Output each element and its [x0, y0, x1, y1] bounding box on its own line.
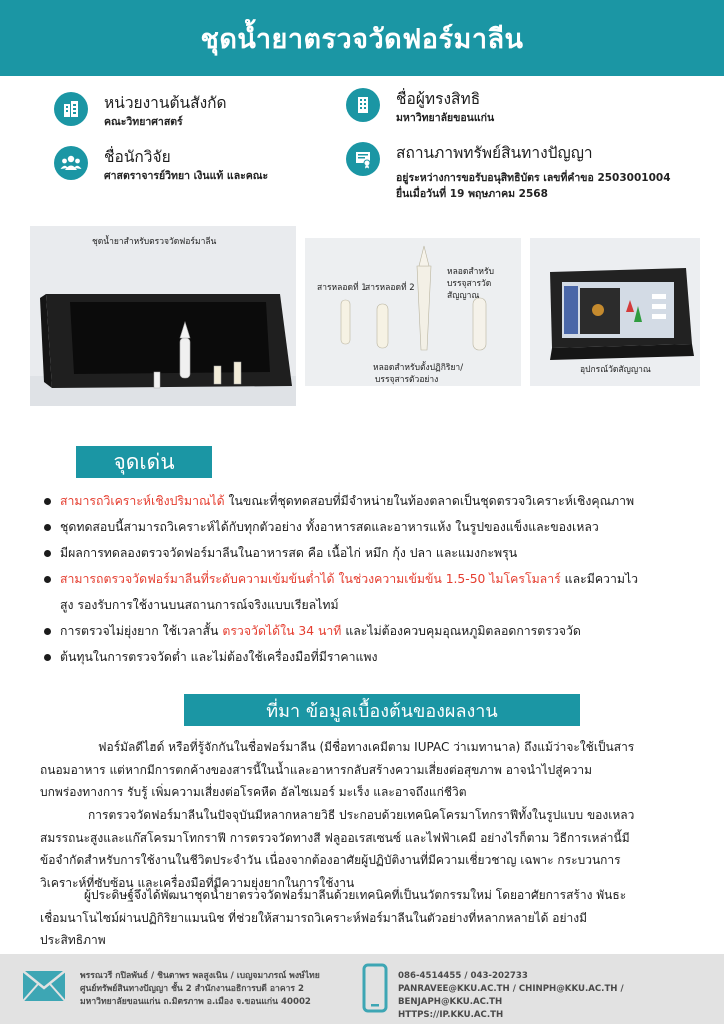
list-item [40, 644, 706, 670]
list-item-text: ชุดทดสอบนี้สามารถวิเคราะห์ได้กับทุกตัวอย่าง ทั้งอาหารสดและอาหารแห้ง ในรูปของแข็งและของเหลว [60, 520, 599, 534]
researcher-label: ชื่อนักวิจัย [104, 148, 171, 166]
kit-photo [30, 226, 296, 406]
researcher-value: ศาสตราจารย์วิทยา เงินแท้ และคณะ [104, 170, 269, 182]
certificate-icon [346, 142, 380, 176]
background-banner [184, 694, 580, 726]
paragraph-line: ข้อจำกัดสำหรับการใช้งานในชีวิตประจำวัน เนื่องจากต้องอาศัยผู้ปฏิบัติงานที่มีความเชี่ยวชาญ เฉพาะ กระบวนการ [40, 853, 621, 867]
list-item [40, 566, 706, 618]
list-item-text-continued: สูง รองรับการใช้งานบนสถานการณ์จริงแบบเรียลไทม์ [60, 598, 339, 612]
list-item-text: ต้นทุนในการตรวจวัดต่ำ และไม่ต้องใช้เครื่องมือที่มีราคาแพง [60, 650, 378, 664]
researcher-block [54, 146, 268, 184]
paragraph-line: ประสิทธิภาพ [40, 933, 106, 947]
device-photo [530, 238, 700, 386]
header-bar [0, 0, 724, 76]
list-item [40, 514, 706, 540]
footer-contact [398, 970, 724, 1022]
paragraph-line: การตรวจวัดฟอร์มาลีนในปัจจุบันมีหลากหลายวิธี ประกอบด้วยเทคนิคโครมาโทกราฟีทั้งในรูปแบบ ของเหลว [88, 808, 635, 822]
background-paragraph-3 [40, 884, 704, 952]
highlights-title: จุดเด่น [113, 449, 175, 474]
signal-tube-caption-line2: บรรจุสารวัดสัญญาณ [447, 279, 492, 301]
list-item [40, 618, 706, 644]
footer-address-line: ศูนย์ทรัพย์สินทางปัญญา ชั้น 2 สำนักงานอธิการบดี อาคาร 2 [80, 984, 305, 994]
paragraph-line: บกพร่องทางการ รับรู้ เพิ่มความเสี่ยงต่อโรคหืด อัลไซเมอร์ มะเร็ง และอาจถึงแก่ชีวิต [40, 785, 467, 799]
list-item-highlight: สามารถวิเคราะห์เชิงปริมาณได้ [60, 494, 225, 508]
ip-status-value-line1: อยู่ระหว่างการขอรับอนุสิทธิบัตร เลขที่คำขอ 2503001004 [396, 172, 671, 184]
paragraph-line: ผู้ประดิษฐ์จึงได้พัฒนาชุดน้ำยาตรวจวัดฟอร์มาลีนด้วยเทคนิคที่เป็นนวัตกรรมใหม่ โดยอาศัยการสร้าง พันธะ [84, 888, 627, 902]
owner-block [346, 88, 494, 126]
tubes-photo [305, 238, 521, 386]
list-item [40, 488, 706, 514]
footer-phone: 086-4514455 / 043-202733 [398, 971, 528, 981]
ip-status-block [346, 142, 671, 202]
footer [0, 954, 724, 1024]
owner-value: มหาวิทยาลัยขอนแก่น [396, 112, 495, 124]
agency-value: คณะวิทยาศาสตร์ [104, 116, 183, 128]
list-item-text: มีผลการทดลองตรวจวัดฟอร์มาลีนในอาหารสด คือ เนื้อไก่ หมึก กุ้ง ปลา และแมงกะพรุน [60, 546, 518, 560]
list-item-highlight: ตรวจวัดได้ใน 34 นาที [222, 624, 342, 638]
background-paragraph-1 [40, 736, 704, 804]
background-paragraph-2 [40, 804, 704, 894]
footer-address [80, 970, 320, 1009]
building-icon [54, 92, 88, 126]
list-item-text: ในขณะที่ชุดทดสอบที่มีจำหน่ายในท้องตลาดเป็นชุดตรวจวิเคราะห์เชิงคุณภาพ [224, 494, 635, 508]
phone-icon [362, 963, 388, 1013]
footer-emails[interactable]: PANRAVEE@KKU.AC.TH / CHINPH@KKU.AC.TH / BENJAPH@KKU.AC.TH [398, 984, 624, 1007]
paragraph-line: วิเคราะห์ที่ซับซ้อน และเครื่องมือที่มีความยุ่งยากในการใช้งาน [40, 875, 355, 890]
ip-status-label: สถานภาพทรัพย์สินทางปัญญา [396, 144, 593, 162]
reaction-tube-caption-line1: หลอดสำหรับตั้งปฏิกิริยา/ [373, 363, 464, 373]
paragraph-line: เชื่อมนาโนไซม์ผ่านปฏิกิริยาแมนนิช ที่ช่วยให้สามารถวิเคราะห์ฟอร์มาลีนในตัวอย่างที่หลากหลายได้ อย่างมี [40, 910, 587, 925]
paragraph-line: ฟอร์มัลดีไฮด์ หรือที่รู้จักกันในชื่อฟอร์มาลีน (มีชื่อทางเคมีตาม IUPAC ว่าเมทานาล) ถึงแม้ว่าจะใช้เป็นสาร [98, 740, 635, 754]
highlights-list [40, 488, 706, 670]
footer-website[interactable]: HTTPS://IP.KKU.AC.TH [398, 1010, 504, 1020]
agency-block [54, 92, 227, 130]
footer-address-line: มหาวิทยาลัยขอนแก่น ถ.มิตรภาพ อ.เมือง จ.ขอนแก่น 40002 [80, 997, 311, 1007]
kit-caption: ชุดน้ำยาสำหรับตรวจวัดฟอร์มาลีน [92, 237, 217, 247]
people-icon [54, 146, 88, 180]
tube1-caption: สารหลอดที่ 1 [317, 283, 367, 293]
list-item-text: และไม่ต้องควบคุมอุณหภูมิตลอดการตรวจวัด [341, 624, 581, 638]
ip-status-value-line2: ยื่นเมื่อวันที่ 19 พฤษภาคม 2568 [396, 188, 548, 200]
kit-photo-drawing [30, 226, 296, 406]
reaction-tube-caption-line2: บรรจุสารตัวอย่าง [375, 375, 439, 385]
list-item-text: การตรวจไม่ยุ่งยาก ใช้เวลาสั้น [60, 624, 223, 638]
list-item-highlight: สามารถตรวจวัดฟอร์มาลีนที่ระดับความเข้มข้นต่ำได้ ในช่วงความเข้มข้น 1.5-50 ไมโครโมลาร์ [60, 572, 561, 586]
paragraph-line: ถนอมอาหาร แต่หากมีการตกค้างของสารนี้ในน้ำและอาหารกลับสร้างความเสี่ยงต่อสุขภาพ อาจนำไปสู่ความ [40, 762, 593, 777]
list-item-text: และมีความไว [560, 572, 639, 586]
page-title: ชุดน้ำยาตรวจวัดฟอร์มาลีน [200, 23, 524, 55]
owner-label: ชื่อผู้ทรงสิทธิ [396, 90, 481, 108]
building-icon [346, 88, 380, 122]
tube2-caption: สารหลอดที่ 2 [365, 283, 415, 293]
paragraph-line: สมรรถนะสูงและแก๊สโครมาโทกราฟี การตรวจวัดทางสี ฟลูออเรสเซนซ์ และไฟฟ้าเคมี อย่างไรก็ตาม วิธีการเหล่านี้มี [40, 830, 630, 845]
signal-tube-caption-line1: หลอดสำหรับ [447, 267, 494, 277]
list-item [40, 540, 706, 566]
envelope-icon [22, 970, 66, 1002]
background-title: ที่มา ข้อมูลเบื้องต้นของผลงาน [266, 700, 498, 722]
device-caption: อุปกรณ์วัดสัญญาณ [580, 365, 651, 375]
footer-contact-names: พรรณวรี กปิลพันธ์ / ชินตาพร พลสูงเนิน / เบญจมาภรณ์ พงษ์ไทย [80, 971, 320, 981]
agency-label: หน่วยงานต้นสังกัด [104, 94, 227, 112]
highlights-banner [76, 446, 212, 478]
